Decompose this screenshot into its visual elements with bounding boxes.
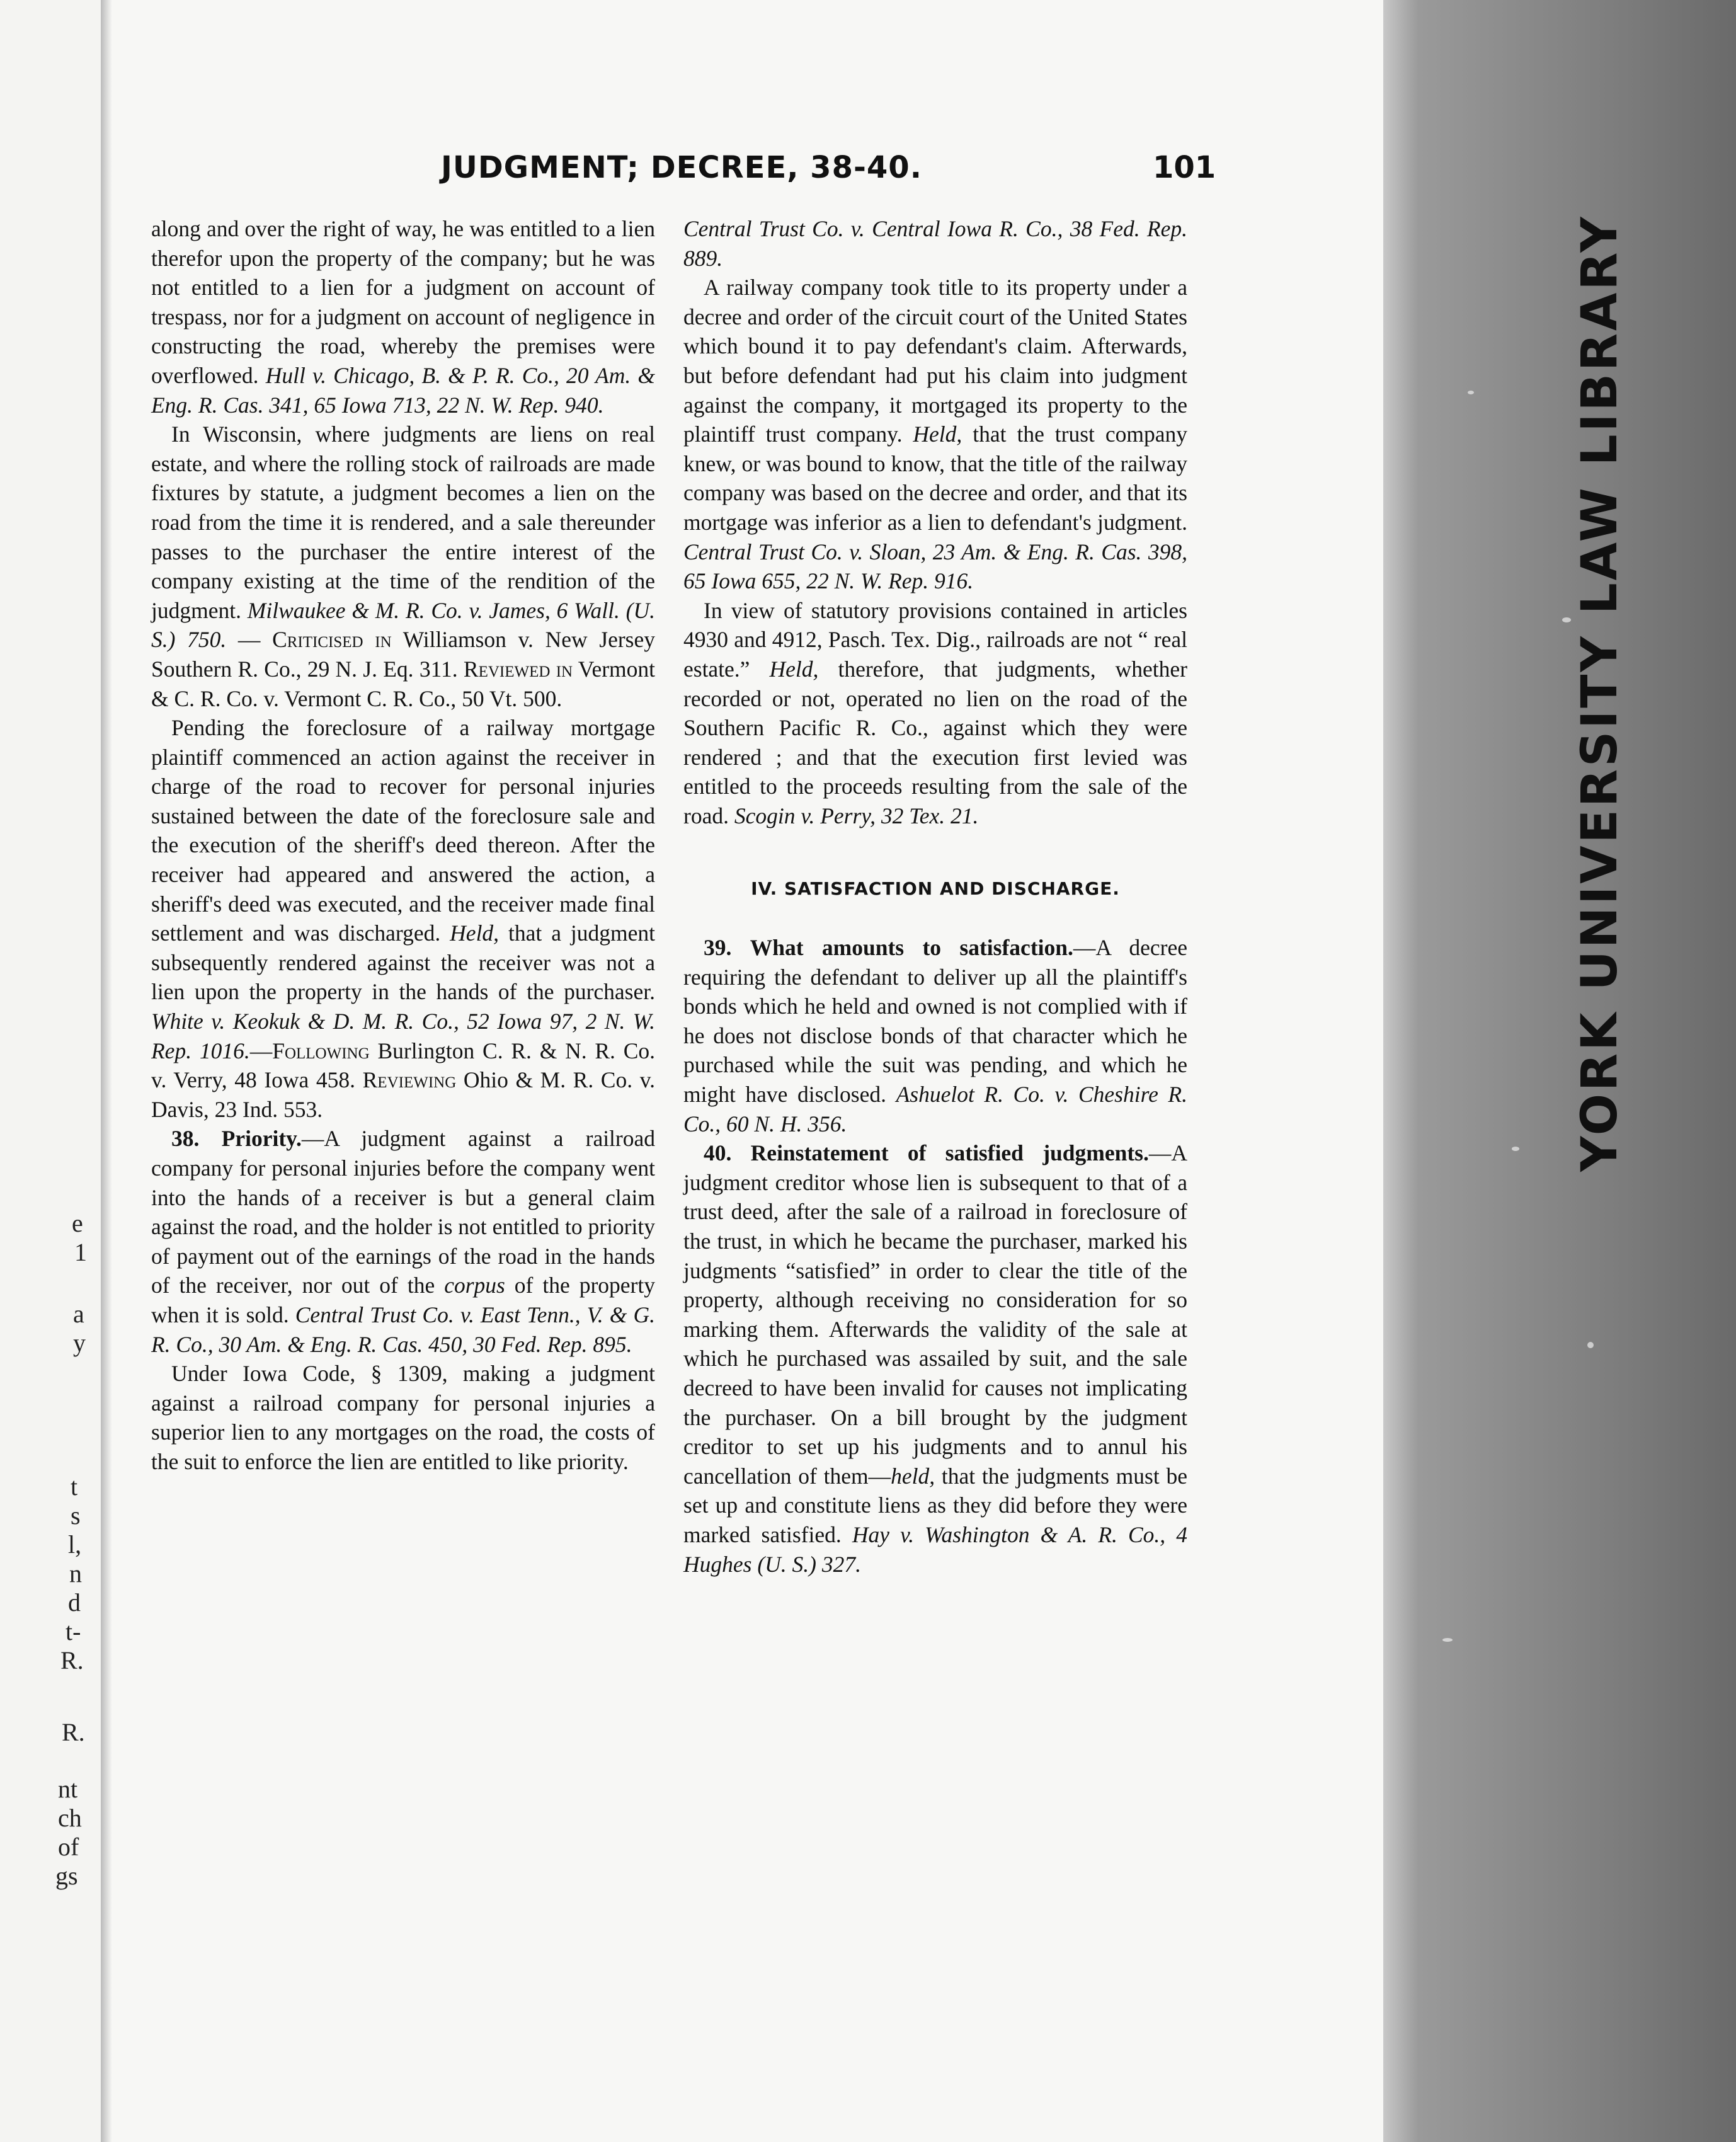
spine-speck [1468,391,1474,394]
paragraph: In Wisconsin, where judgments are liens on real estate, and where the rolling stock of railroads are made fixtures by statute, a judgment becomes a lien on the road from the time it is rendered, and a sale thereunder passes to the purchaser the entire interest of the company existing at the time of the rendition of the judgment. Milwaukee & M. R. Co. v. James, 6 Wall. (U. S.) 750. — Criticised in Williamson v. New Jersey Southern R. Co., 29 N. J. Eq. 311. Reviewed in Vermont & C. R. Co. v. Vermont C. R. Co., 50 Vt. 500. [151,421,656,711]
section-38: 38. Priority.—A judgment against a railroad company for personal injuries before the company went into the hands of a receiver is but a general claim against the road, and the holder is not entitled to priority of payment out of the earnings of the road in the hands of the receiver, nor out of the corpus of the property when it is sold. Central Trust Co. v. East Tenn., V. & G. R. Co., 30 Am. & Eng. R. Cas. 450, 30 Fed. Rep. 895. [151,1126,655,1357]
prev-page-fragment: of [58,1833,79,1861]
section-39: 39. What amounts to satisfaction.—A decree requiring the defendant to deliver up all the plaintiff's bonds which he held and owned is not complied with if he does not disclose bonds of that character which he purchased while the suit was pending, and which he might have disclosed. Ashuelot R. Co. v. Cheshire R. Co., 60 N. H. 356. [683,935,1188,1137]
prev-page-fragment: a [73,1300,84,1328]
paragraph: along and over the right of way, he was entitled to a lien therefor upon the property of the company; but he was not entitled to a lien for a judgment on account of trespass, nor for a judgment on account of negligence in constructing the road, whereby the premises were overflowed. Hull v. Chicago, B. & P. R. Co., 20 Am. & Eng. R. Cas. 341, 65 Iowa 713, 22 N. W. Rep. 940. [151,216,655,418]
prev-page-fragment: n [69,1559,82,1588]
case-citation: Ashuelot R. Co. v. Cheshire R. Co., 60 N. H. 356. [683,1082,1187,1137]
case-citation: Milwaukee & M. R. Co. v. James, 6 Wall. (U. S.) 750. [151,597,655,653]
case-citation: White v. Keokuk & D. M. R. Co., 52 Iowa 97, 2 N. W. Rep. 1016. [151,1009,655,1063]
section-number: 38. [171,1126,200,1152]
case-citation: Hay v. Washington & A. R. Co., 4 Hughes (U. S.) 327. [683,1521,1187,1577]
case-citation: Central Trust Co. v. Sloan, 23 Am. & Eng. R. Cas. 398, 65 Iowa 655, 22 N. W. Rep. 916. [683,539,1187,594]
right-column [683,214,1187,1579]
section-title: Priority. [221,1126,302,1152]
spine-speck [1512,1147,1519,1151]
prev-page-fragment: 1 [74,1238,87,1266]
case-citation: Central Trust Co. v. Central Iowa R. Co., 38 Fed. Rep. 889. [683,216,1187,271]
case-citation: Scogin v. Perry, 32 Tex. 21. [734,803,979,828]
prev-page-fragment: t- [66,1617,81,1646]
prev-page-fragment: y [73,1329,86,1357]
book-spine [1383,0,1736,2142]
part-heading: IV. SATISFACTION AND DISCHARGE. [751,878,1120,900]
running-head: JUDGMENT; DECREE, 38-40. [441,150,922,185]
page-number: 101 [1153,150,1216,185]
previous-page-edge [0,0,106,2142]
paragraph: A railway company took title to its property under a decree and order of the circuit court of the United States which bound it to pay defendant's claim. Afterwards, but before defendant had put his claim into judgment against the company, it mortgaged its property to the plaintiff trust company. Held, that the trust company knew, or was bound to know, that the title of the railway company was based on the decree and order, and that its mortgage was inferior as a lien to defendant's judgment. Central Trust Co. v. Sloan, 23 Am. & Eng. R. Cas. 398, 65 Iowa 655, 22 N. W. Rep. 916. [683,275,1187,594]
paragraph: In view of statutory provisions contained in articles 4930 and 4912, Pasch. Tex. Dig., railroads are not “ real estate.” Held, therefore, that judgments, whether recorded or not, operated no lien on the road of the Southern Pacific R. Co., against which they were rendered ; and that the execution first levied was entitled to the proceeds resulting from the sale of the road. Scogin v. Perry, 32 Tex. 21. [683,597,1187,828]
prev-page-fragment: e [72,1209,83,1237]
paragraph: Under Iowa Code, § 1309, making a judgment against a railroad company for personal injuries a superior lien to any mortgages on the road, the costs of the suit to enforce the lien are entitled to like priority. [151,1361,655,1474]
case-citation: Hull v. Chicago, B. & P. R. Co., 20 Am. & Eng. R. Cas. 341, 65 Iowa 713, 22 N. W. Rep. 940. [151,362,655,418]
paragraph: Pending the foreclosure of a railway mortgage plaintiff commenced an action against the receiver in charge of the road to recover for personal injuries sustained between the date of the foreclosure sale and the execution of the sheriff's deed thereon. After the receiver had appeared and answered the action, a sheriff's deed was executed, and the receiver made final settlement and was discharged. Held, that a judgment subsequently rendered against the receiver was not a lien upon the property in the hands of the purchaser. White v. Keokuk & D. M. R. Co., 52 Iowa 97, 2 N. W. Rep. 1016.—Following Burlington C. R. & N. R. Co. v. Verry, 48 Iowa 458. Reviewing Ohio & M. R. Co. v. Davis, 23 Ind. 553. [151,715,656,1122]
prev-page-fragment: ch [58,1804,82,1832]
prev-page-fragment: gs [55,1862,78,1890]
prev-page-fragment: R. [60,1646,84,1675]
left-column [151,214,655,1477]
section-title: Reinstatement of satisfied judgments. [750,1140,1149,1166]
prev-page-fragment: R. [62,1718,85,1746]
spine-speck [1442,1638,1453,1642]
prev-page-fragment: t [71,1472,78,1501]
prev-page-fragment: d [68,1588,81,1617]
section-40: 40. Reinstatement of satisfied judgments.—A judgment creditor whose lien is subsequent to that of a trust deed, after the sale of a railroad in foreclosure of the trust, in which he became the purchaser, marked his judgments “satisfied” in order to clear the title of the property, although receiving no consideration for so marking them. Afterwards the validity of the sale at which he purchased was assailed by suit, and the sale decreed to have been invalid for causes not implicating the purchaser. On a bill brought by the judgment creditor to set up his judgments and to annul his cancellation of them—held, that the judgments must be set up and constitute liens as they did before they were marked satisfied. Hay v. Washington & A. R. Co., 4 Hughes (U. S.) 327. [683,1140,1188,1577]
prev-page-fragment: nt [58,1775,78,1803]
section-number: 40. [704,1140,732,1166]
spine-speck [1562,617,1571,622]
section-number: 39. [704,935,732,961]
prev-page-fragment: s [71,1501,81,1530]
prev-page-fragment: l, [68,1530,82,1559]
case-citation: Central Trust Co. v. East Tenn., V. & G. R. Co., 30 Am. & Eng. R. Cas. 450, 30 Fed. Rep. 895. [151,1302,655,1357]
paragraph [683,214,1187,273]
section-title: What amounts to satisfaction. [750,935,1073,961]
spine-library-stamp: YORK UNIVERSITY LAW LIBRARY [1572,214,1628,1172]
spine-speck [1587,1342,1594,1348]
page-gutter-shadow [101,0,112,2142]
